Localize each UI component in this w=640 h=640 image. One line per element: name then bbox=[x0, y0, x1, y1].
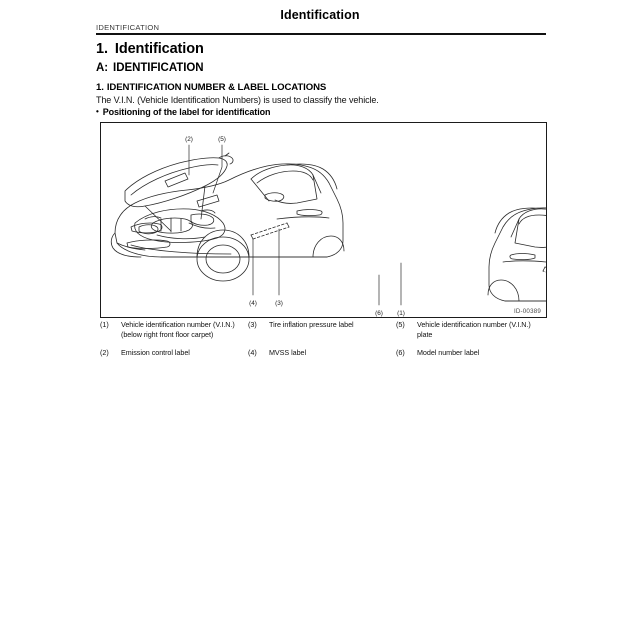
left-vehicle-drawing bbox=[111, 153, 344, 281]
legend-label: Emission control label bbox=[121, 348, 190, 358]
legend-number: (1) bbox=[100, 320, 109, 329]
legend-number: (5) bbox=[396, 320, 405, 329]
bullet-text: Positioning of the label for identification bbox=[102, 107, 271, 117]
bullet-item bbox=[96, 107, 270, 117]
right-vehicle-drawing bbox=[488, 197, 546, 317]
figure-illustration bbox=[100, 122, 547, 318]
legend-item bbox=[396, 320, 550, 340]
callout-3: (3) bbox=[275, 300, 283, 307]
body-paragraph: The V.I.N. (Vehicle Identification Numbers) is used to classify the vehicle. bbox=[96, 95, 379, 105]
running-header-section: IDENTIFICATION bbox=[96, 23, 160, 32]
legend-number: (6) bbox=[396, 348, 405, 358]
subsection-heading bbox=[96, 62, 204, 74]
legend-label: MVSS label bbox=[269, 348, 307, 358]
callout-1: (1) bbox=[397, 310, 405, 317]
topic-heading-number: 1. bbox=[96, 82, 104, 93]
page-title-number: 1. bbox=[96, 41, 108, 57]
topic-heading bbox=[96, 82, 326, 93]
page-title bbox=[96, 41, 204, 57]
legend-label: Tire inflation pressure label bbox=[269, 320, 354, 329]
figure-legend bbox=[100, 320, 550, 359]
figure-code: ID-00389 bbox=[513, 308, 541, 315]
legend-label: Vehicle identification number (V.I.N.) (below right front floor carpet) bbox=[121, 320, 235, 340]
leader-line-5 bbox=[213, 145, 222, 193]
callout-4: (4) bbox=[249, 300, 257, 307]
subsection-heading-text: IDENTIFICATION bbox=[113, 62, 204, 74]
legend-number: (3) bbox=[248, 320, 257, 329]
bullet-glyph: • bbox=[96, 107, 99, 116]
callout-2: (2) bbox=[185, 136, 193, 143]
legend-item bbox=[396, 348, 550, 358]
topic-heading-text: IDENTIFICATION NUMBER & LABEL LOCATIONS bbox=[106, 82, 327, 93]
legend-label: Model number label bbox=[417, 348, 480, 358]
legend-label: Vehicle identification number (V.I.N.) plate bbox=[417, 320, 531, 340]
callout-5: (5) bbox=[218, 136, 226, 143]
legend-number: (4) bbox=[248, 348, 257, 358]
legend-item bbox=[248, 320, 396, 340]
vehicle-label-locations-diagram bbox=[101, 123, 546, 317]
legend-item bbox=[100, 320, 248, 340]
subsection-heading-letter: A: bbox=[96, 62, 109, 74]
legend-number: (2) bbox=[100, 348, 109, 358]
legend-item bbox=[248, 348, 396, 358]
header-rule bbox=[96, 33, 546, 36]
page-title-text: Identification bbox=[114, 41, 204, 57]
callout-6: (6) bbox=[375, 310, 383, 317]
document-title: Identification bbox=[280, 8, 360, 22]
legend-item bbox=[100, 348, 248, 358]
